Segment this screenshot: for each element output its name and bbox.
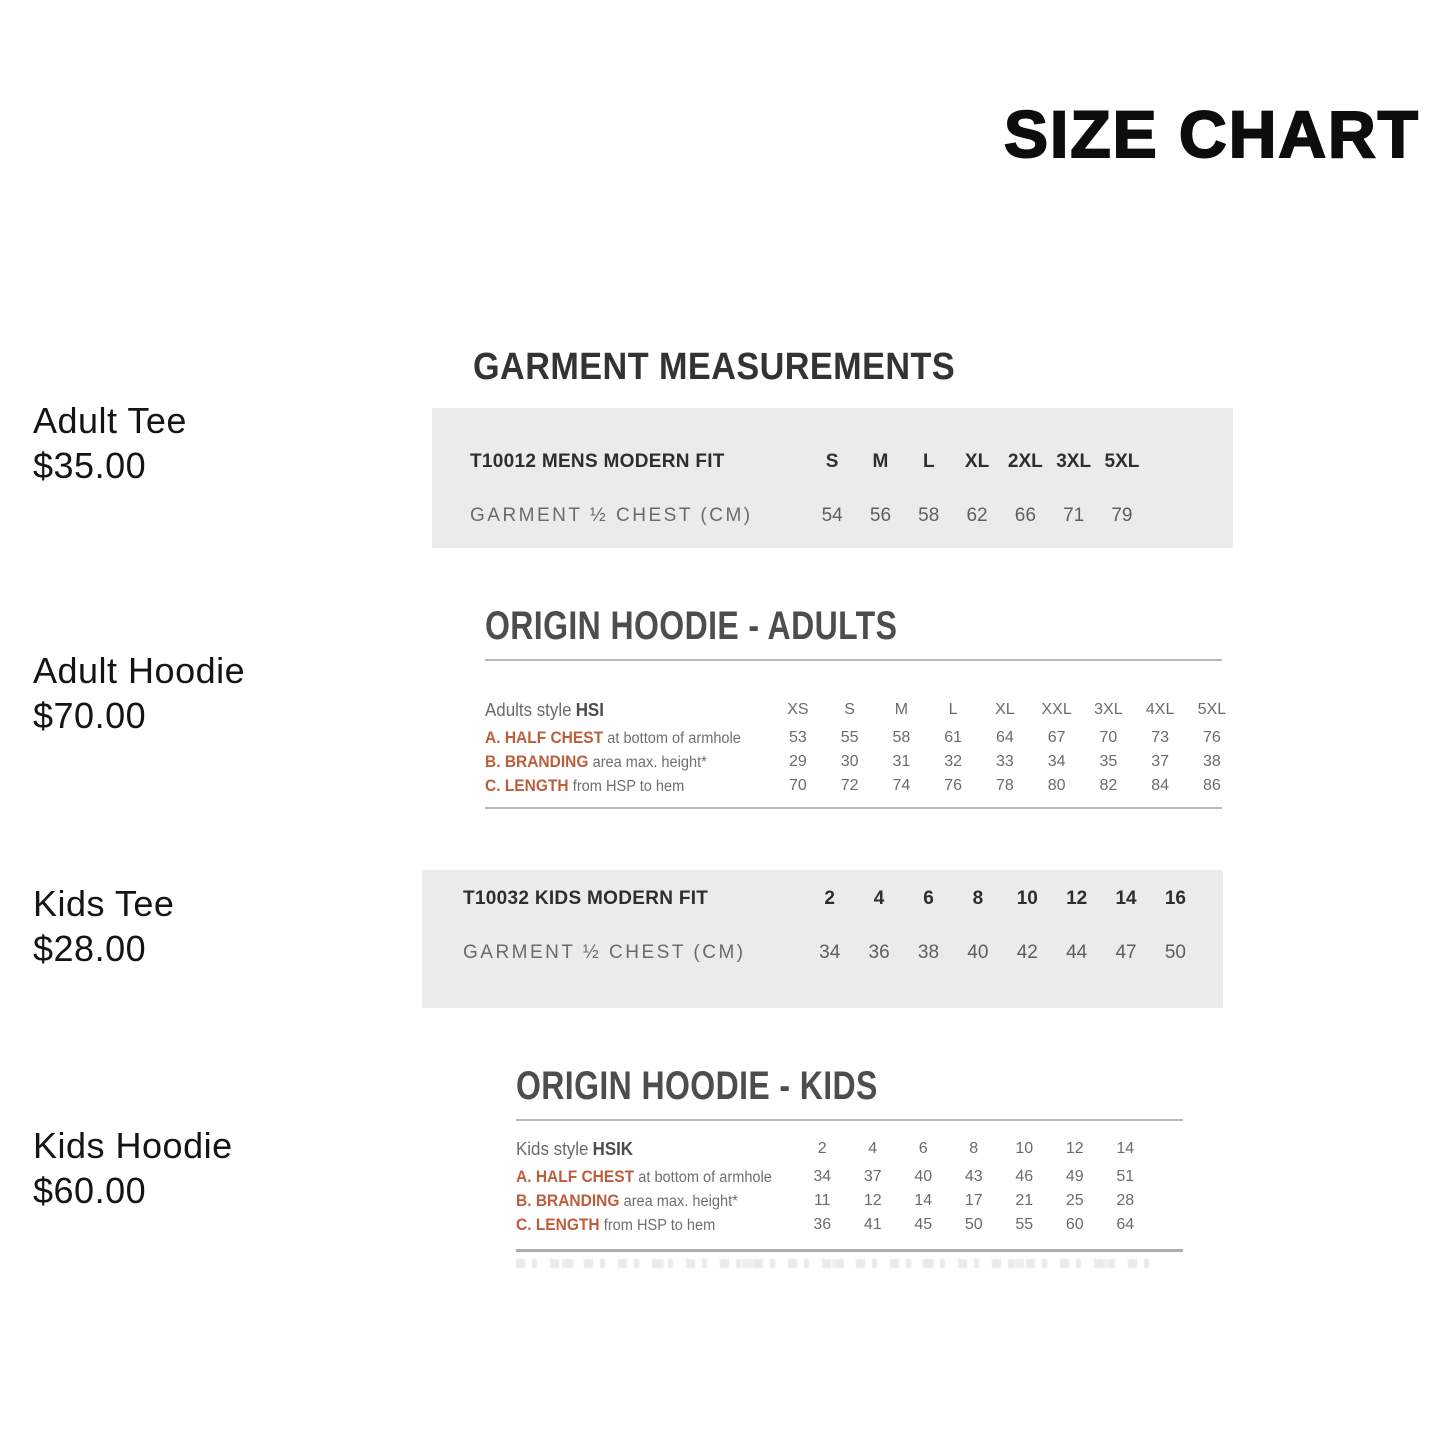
size-cell: 12	[1066, 888, 1088, 909]
size-cell: S	[825, 451, 839, 472]
row-label: A. HALF CHEST at bottom of armhole	[485, 728, 741, 747]
kids-modern-fit-panel	[422, 870, 1223, 1008]
size-cell: 4	[873, 888, 885, 909]
kids-fit-chest-row	[463, 920, 1223, 986]
value-cell: 12	[863, 1192, 882, 1209]
value-cell: 37	[863, 1168, 882, 1185]
adult-hoodie-table	[485, 694, 1238, 798]
chest-row-label: GARMENT ½ CHEST (CM)	[463, 942, 746, 963]
kids-hoodie-table	[516, 1133, 1151, 1237]
row-label: B. BRANDING area max. height*	[485, 752, 707, 771]
kids-half-chest-row	[516, 1165, 1151, 1189]
value-cell: 58	[918, 505, 940, 526]
value-cell: 61	[944, 729, 963, 746]
value-cell: 71	[1063, 505, 1085, 526]
product-price: $28.00	[33, 928, 147, 969]
value-cell: 66	[1014, 505, 1036, 526]
value-cell: 79	[1111, 505, 1133, 526]
chest-row-label: GARMENT ½ CHEST (CM)	[470, 505, 753, 526]
size-cell: S	[844, 701, 855, 718]
product-adult-hoodie	[33, 648, 245, 738]
product-price: $70.00	[33, 695, 147, 736]
value-cell: 58	[892, 729, 911, 746]
value-cell: 67	[1047, 729, 1066, 746]
size-cell: 3XL	[1094, 701, 1123, 718]
value-cell: 50	[1164, 942, 1186, 963]
size-cell: 5XL	[1197, 701, 1227, 718]
adult-size-header-row	[485, 694, 1238, 726]
value-cell: 11	[813, 1192, 831, 1209]
product-name: Adult Hoodie	[33, 650, 246, 691]
product-name: Kids Tee	[33, 883, 175, 924]
value-cell: 72	[840, 777, 859, 794]
size-cell: XL	[964, 451, 990, 472]
size-cell: 14	[1116, 1140, 1135, 1157]
value-cell: 84	[1151, 777, 1170, 794]
size-cell: 8	[972, 888, 984, 909]
value-cell: 41	[863, 1216, 882, 1233]
value-cell: 37	[1151, 753, 1170, 770]
value-cell: 49	[1065, 1168, 1084, 1185]
value-cell: 40	[967, 942, 989, 963]
value-cell: 78	[995, 777, 1014, 794]
size-cell: 2	[817, 1140, 827, 1157]
row-label: C. LENGTH from HSP to hem	[485, 776, 685, 795]
size-cell: 4XL	[1145, 701, 1175, 718]
size-cell: 5XL	[1104, 451, 1140, 472]
kids-hoodie-heading: ORIGIN HOODIE - KIDS	[516, 1064, 878, 1108]
size-cell: 2XL	[1007, 451, 1043, 472]
product-name: Adult Tee	[33, 400, 187, 441]
value-cell: 64	[995, 729, 1014, 746]
size-cell: 8	[969, 1140, 979, 1157]
size-cell: 10	[1015, 1140, 1034, 1157]
value-cell: 30	[840, 753, 859, 770]
size-cell: XXL	[1041, 701, 1072, 718]
value-cell: 42	[1016, 942, 1038, 963]
value-cell: 50	[964, 1216, 983, 1233]
mens-modern-fit-panel	[432, 408, 1233, 548]
value-cell: 34	[1047, 753, 1066, 770]
value-cell: 33	[995, 753, 1014, 770]
kids-style-label: Kids style HSIK	[516, 1138, 634, 1159]
value-cell: 17	[964, 1192, 983, 1209]
divider	[516, 1249, 1183, 1252]
value-cell: 73	[1151, 729, 1170, 746]
value-cell: 80	[1047, 777, 1066, 794]
mens-fit-chest-row	[470, 484, 1233, 548]
size-cell: L	[922, 451, 935, 472]
value-cell: 14	[914, 1192, 933, 1209]
value-cell: 43	[964, 1168, 983, 1185]
value-cell: 38	[1202, 753, 1221, 770]
value-cell: 56	[869, 505, 892, 526]
value-cell: 76	[1202, 729, 1221, 746]
garment-measurements-heading: GARMENT MEASUREMENTS	[473, 346, 956, 388]
size-cell: XS	[787, 701, 809, 718]
value-cell: 29	[788, 753, 807, 770]
size-cell: 16	[1164, 888, 1186, 909]
divider	[516, 1119, 1183, 1121]
value-cell: 70	[1099, 729, 1118, 746]
adult-branding-row	[485, 750, 1238, 774]
row-label: A. HALF CHEST at bottom of armhole	[516, 1167, 772, 1186]
size-cell: 6	[923, 888, 934, 909]
value-cell: 34	[813, 1168, 832, 1185]
value-cell: 34	[819, 942, 841, 963]
mens-fit-label: T10012 MENS MODERN FIT	[470, 451, 725, 472]
size-cell: L	[948, 701, 958, 718]
value-cell: 46	[1015, 1168, 1034, 1185]
value-cell: 28	[1116, 1192, 1135, 1209]
value-cell: 35	[1099, 753, 1118, 770]
size-cell: XL	[995, 701, 1015, 718]
product-price: $35.00	[33, 445, 147, 486]
adult-half-chest-row	[485, 726, 1238, 750]
value-cell: 36	[813, 1216, 832, 1233]
adult-hoodie-heading: ORIGIN HOODIE - ADULTS	[485, 604, 898, 648]
value-cell: 55	[840, 729, 859, 746]
size-cell: 2	[824, 888, 835, 909]
kids-length-row	[516, 1213, 1151, 1237]
size-cell: 4	[868, 1140, 878, 1157]
value-cell: 45	[914, 1216, 933, 1233]
row-label: C. LENGTH from HSP to hem	[516, 1215, 716, 1234]
product-kids-tee	[33, 881, 174, 971]
adult-length-row	[485, 774, 1238, 798]
value-cell: 47	[1115, 942, 1137, 963]
adult-style-label: Adults style HSI	[485, 699, 604, 720]
product-kids-hoodie	[33, 1123, 233, 1213]
size-cell: 3XL	[1056, 451, 1092, 472]
product-name: Kids Hoodie	[33, 1125, 233, 1166]
divider	[485, 659, 1222, 661]
divider	[485, 807, 1222, 809]
kids-size-header-row	[516, 1133, 1151, 1165]
kids-fit-size-row	[463, 878, 1223, 920]
product-price: $60.00	[33, 1170, 147, 1211]
value-cell: 38	[917, 942, 940, 963]
value-cell: 32	[944, 753, 963, 770]
product-adult-tee	[33, 398, 187, 488]
mens-fit-size-row	[470, 440, 1233, 484]
value-cell: 55	[1015, 1216, 1034, 1233]
kids-branding-row	[516, 1189, 1151, 1213]
size-cell: 6	[918, 1140, 928, 1157]
value-cell: 51	[1116, 1168, 1135, 1185]
value-cell: 31	[892, 753, 911, 770]
value-cell: 44	[1066, 942, 1088, 963]
value-cell: 64	[1116, 1216, 1135, 1233]
size-cell: M	[894, 701, 909, 718]
faded-footnote-remnant	[516, 1259, 1161, 1268]
size-cell: 14	[1115, 888, 1137, 909]
value-cell: 21	[1015, 1192, 1034, 1209]
value-cell: 76	[944, 777, 963, 794]
size-cell: 10	[1016, 888, 1038, 909]
page-title: SIZE CHART	[1004, 97, 1420, 171]
value-cell: 74	[892, 777, 911, 794]
value-cell: 82	[1099, 777, 1118, 794]
value-cell: 86	[1202, 777, 1221, 794]
row-label: B. BRANDING area max. height*	[516, 1191, 738, 1210]
value-cell: 60	[1065, 1216, 1084, 1233]
kids-fit-label: T10032 KIDS MODERN FIT	[463, 888, 709, 909]
value-cell: 40	[914, 1168, 933, 1185]
value-cell: 62	[966, 505, 988, 526]
value-cell: 70	[788, 777, 807, 794]
size-cell: 12	[1065, 1140, 1084, 1157]
size-cell: M	[872, 451, 889, 472]
value-cell: 25	[1065, 1192, 1084, 1209]
value-cell: 36	[868, 942, 890, 963]
value-cell: 54	[821, 505, 843, 526]
value-cell: 53	[788, 729, 807, 746]
